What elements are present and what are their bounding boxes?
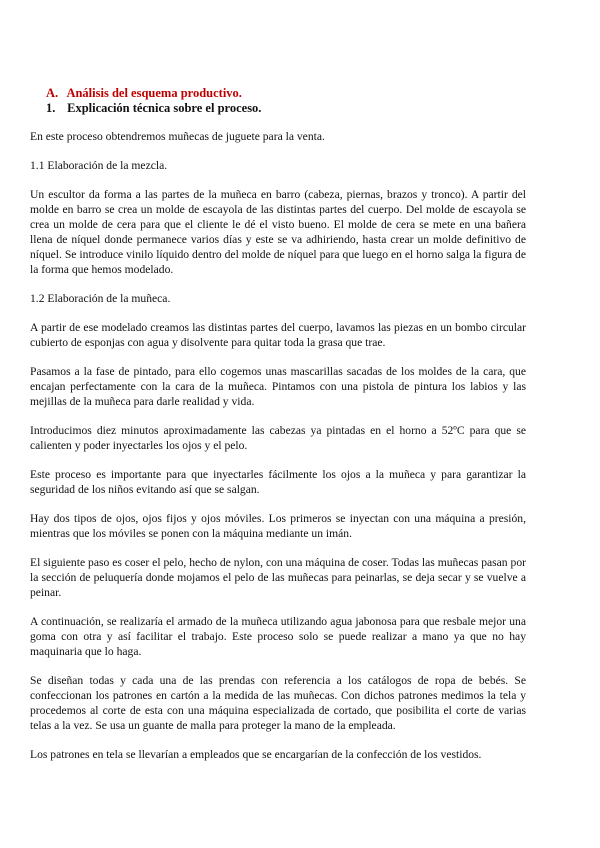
subheading-mezcla: 1.1 Elaboración de la mezcla. [30,159,168,172]
paragraph: Pasamos a la fase de pintado, para ello cogemos unas mascarillas sacadas de los moldes de la cara, que encajan perfectamente con la cara de la muñeca. Pintamos con una pistola de pintura los labios y las mejillas de la muñeca para darle realidad y vida. [30,365,526,408]
section-heading [46,86,242,101]
subsection-number: 1. [46,101,56,115]
paragraph: Un escultor da forma a las partes de la muñeca en barro (cabeza, piernas, brazos y tronco). A partir del molde en barro se crea un molde de escayola de las distintas partes del cuerpo. Del molde de escayola se crea un molde de cera para que el cliente le dé el visto bueno. El molde de cera se mete en una bañera llena de níquel donde permanece varios días y este se va adhiriendo, hasta crear un molde definitivo de níquel. Se introduce vinilo líquido dentro del molde de níquel para que luego en el horno salga la figura de la forma que hemos modelado. [30,188,526,276]
paragraph: El siguiente paso es coser el pelo, hecho de nylon, con una máquina de coser. Todas las muñecas pasan por la sección de peluquería donde mojamos el pelo de las muñecas para peinarlas, se deja secar y se vuelve a peinar. [30,556,526,599]
paragraph: Se diseñan todas y cada una de las prendas con referencia a los catálogos de ropa de bebés. Se confeccionan los patrones en cartón a la medida de las muñecas. Con dichos patrones medimos la tela y procedemos al corte de esta con una máquina especializada de cortado, que posibilita el corte de varias telas a la vez. Se usa un guante de malla para proteger la mano de la empleada. [30,674,526,732]
paragraph: A partir de ese modelado creamos las distintas partes del cuerpo, lavamos las piezas en un bombo circular cubierto de esponjas con agua y disolvente para quitar toda la grasa que trae. [30,321,526,349]
paragraph: Introducimos diez minutos aproximadamente las cabezas ya pintadas en el horno a 52ºC para que se calienten y poder inyectarles los ojos y el pelo. [30,424,526,452]
body-text [30,129,526,776]
section-title: Análisis del esquema productivo. [66,86,242,100]
paragraph: Este proceso es importante para que inyectarles fácilmente los ojos a la muñeca y para garantizar la seguridad de los niños evitando así que se salgan. [30,468,526,496]
subheading-muneca: 1.2 Elaboración de la muñeca. [30,292,171,305]
paragraph: Hay dos tipos de ojos, ojos fijos y ojos móviles. Los primeros se inyectan con una máquina a presión, mientras que los móviles se ponen con la máquina mediante un imán. [30,512,526,540]
paragraph-intro: En este proceso obtendremos muñecas de juguete para la venta. [30,130,325,143]
paragraph: Los patrones en tela se llevarían a empleados que se encargarían de la confección de los vestidos. [30,748,482,761]
paragraph: A continuación, se realizaría el armado de la muñeca utilizando agua jabonosa para que resbale mejor una goma con otra y así facilitar el trabajo. Este proceso solo se puede realizar a mano ya que no hay maquinaria que lo haga. [30,615,526,658]
subsection-heading [46,101,261,116]
section-letter: A. [46,86,59,100]
subsection-title: Explicación técnica sobre el proceso. [67,101,262,115]
